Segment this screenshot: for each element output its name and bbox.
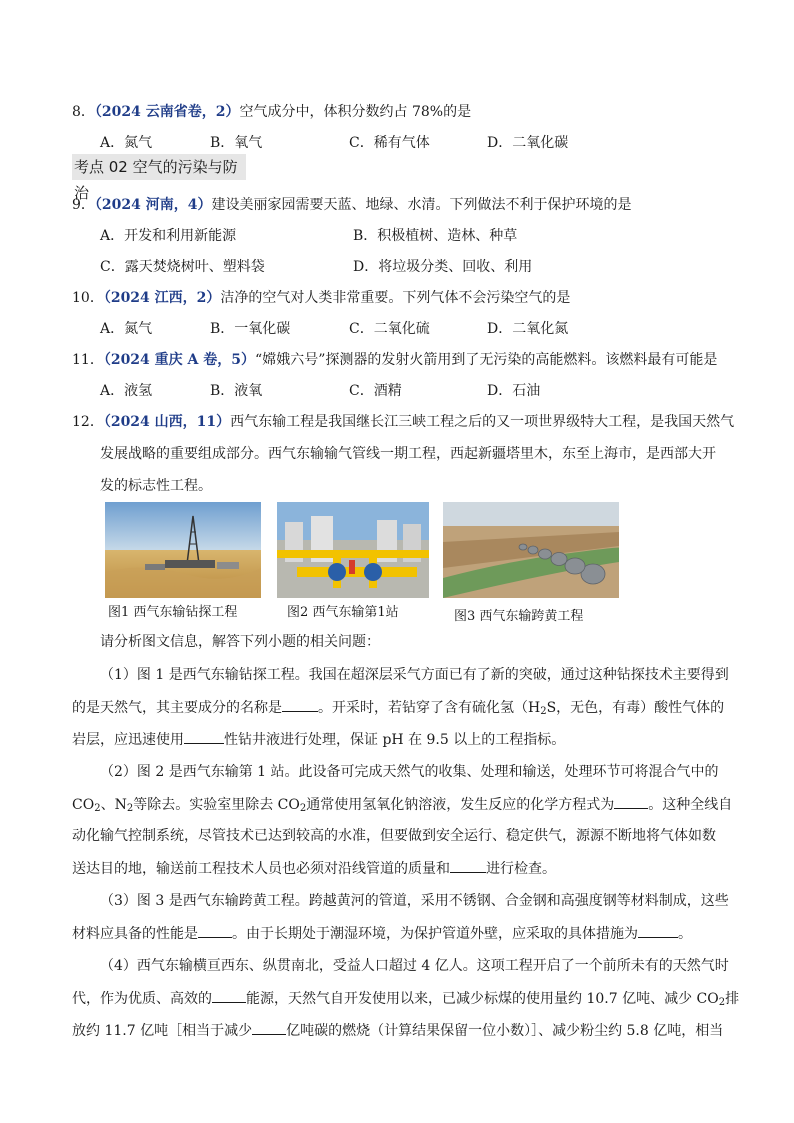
answer-blank[interactable] xyxy=(252,1020,286,1035)
answer-blank[interactable] xyxy=(184,729,224,744)
question-source: （2024 重庆 A 卷，5） xyxy=(103,352,256,368)
question-8-stem: 8．（2024 云南省卷，2）空气成分中，体积分数约占 78%的是 xyxy=(72,104,472,120)
answer-blank[interactable] xyxy=(282,697,318,712)
option-d: D．石油 xyxy=(487,383,541,399)
option-a: A．开发和利用新能源 xyxy=(100,228,237,244)
figure-2-caption: 图2 西气东输第1站 xyxy=(287,605,399,620)
subquestion-2-line: $CO_2$、$N_2$等除去。实验室里除去 $CO_2$通常使用氢氧化钠溶液，发生反应的化学方程式为 。这种全线自 xyxy=(72,794,732,815)
answer-blank[interactable] xyxy=(450,858,486,873)
subquestion-4-line: 代，作为优质、高效的 能源，天然气自开发使用以来，已减少标煤的使用量约 10.7 亿吨、减少 $CO_2$排 xyxy=(72,988,739,1009)
option-a: A．液氢 xyxy=(100,383,153,399)
subquestion-2-line: 送达目的地，输送前工程技术人员也必须对沿线管道的质量和 进行检查。 xyxy=(72,858,556,879)
figure-1-drilling-photo xyxy=(105,502,261,598)
figure-3-pipeline-photo xyxy=(443,502,619,598)
question-source: （2024 云南省卷，2） xyxy=(94,104,240,120)
subquestion-3-line: （3）图 3 是西气东输跨黄工程。跨越黄河的管道，采用不锈钢、合金钢和高强度钢等材料制成，这些 xyxy=(100,893,729,909)
subquestion-1-line: 岩层，应迅速使用 性钻井液进行处理，保证 pH 在 9.5 以上的工程指标。 xyxy=(72,729,565,750)
subquestion-1-line: （1）图 1 是西气东输钻探工程。我国在超深层采气方面已有了新的突破，通过这种钻探技术主要得到 xyxy=(100,667,729,683)
answer-blank[interactable] xyxy=(198,923,232,938)
option-b: B．氧气 xyxy=(210,135,263,151)
figure-3-caption: 图3 西气东输跨黄工程 xyxy=(454,609,584,624)
figure-2-station-photo xyxy=(277,502,429,598)
figure-1-caption: 图1 西气东输钻探工程 xyxy=(108,605,238,620)
option-a: A．氮气 xyxy=(100,321,153,337)
question-11-stem: 11．（2024 重庆 A 卷，5）“嫦娥六号”探测器的发射火箭用到了无污染的高能燃料。该燃料最有可能是 xyxy=(72,352,718,368)
subquestion-2-line: 动化输气控制系统，尽管技术已达到较高的水准，但要做到安全运行、稳定供气，源源不断地将气体如数 xyxy=(72,828,716,844)
option-c: C．露天焚烧树叶、塑料袋 xyxy=(100,259,265,275)
section-title: 考点 02 空气的污染与防治 xyxy=(72,154,246,180)
option-b: B．液氧 xyxy=(210,383,263,399)
option-a: A．氮气 xyxy=(100,135,153,151)
question-source: （2024 江西，2） xyxy=(103,290,221,306)
option-b: B．一氧化碳 xyxy=(210,321,291,337)
question-12-stem: 12．（2024 山西，11）西气东输工程是我国继长江三峡工程之后的又一项世界级特大工程，是我国天然气 xyxy=(72,414,735,430)
question-10-stem: 10．（2024 江西，2）洁净的空气对人类非常重要。下列气体不会污染空气的是 xyxy=(72,290,571,306)
option-d: D．二氧化碳 xyxy=(487,135,569,151)
option-c: C．酒精 xyxy=(349,383,402,399)
question-9-stem: 9．（2024 河南，4）建设美丽家园需要天蓝、地绿、水清。下列做法不利于保护环境的是 xyxy=(72,197,632,213)
option-c: C．二氧化硫 xyxy=(349,321,430,337)
question-12-intro-line: 发展战略的重要组成部分。西气东输输气管线一期工程，西起新疆塔里木，东至上海市，是西部大开 xyxy=(100,446,716,462)
answer-blank[interactable] xyxy=(212,988,246,1003)
subquestion-4-line: 放约 11.7 亿吨［相当于减少 亿吨碳的燃烧（计算结果保留一位小数）］、减少粉尘约 5.8 亿吨，相当 xyxy=(72,1020,723,1041)
question-12-prompt: 请分析图文信息，解答下列小题的相关问题： xyxy=(100,634,380,650)
option-d: D．二氧化氮 xyxy=(487,321,569,337)
option-b: B．积极植树、造林、种草 xyxy=(353,228,518,244)
subquestion-3-line: 材料应具备的性能是 。由于长期处于潮湿环境，为保护管道外壁，应采取的具体措施为 。 xyxy=(72,923,692,944)
answer-blank[interactable] xyxy=(614,794,648,809)
option-d: D．将垃圾分类、回收、利用 xyxy=(353,259,533,275)
subquestion-1-line: 的是天然气，其主要成分的名称是 。开采时，若钻穿了含有硫化氢（$H_2S$，无色，有毒）酸性气体的 xyxy=(72,697,724,718)
question-12-intro-line: 发的标志性工程。 xyxy=(100,478,212,494)
question-source: （2024 河南，4） xyxy=(94,197,212,213)
subquestion-4-line: （4）西气东输横亘西东、纵贯南北，受益人口超过 4 亿人。这项工程开启了一个前所未有的天然气时 xyxy=(100,958,729,974)
subquestion-2-line: （2）图 2 是西气东输第 1 站。此设备可完成天然气的收集、处理和输送，处理环节可将混合气中的 xyxy=(100,764,719,780)
question-source: （2024 山西，11） xyxy=(103,414,231,430)
answer-blank[interactable] xyxy=(638,923,678,938)
option-c: C．稀有气体 xyxy=(349,135,430,151)
